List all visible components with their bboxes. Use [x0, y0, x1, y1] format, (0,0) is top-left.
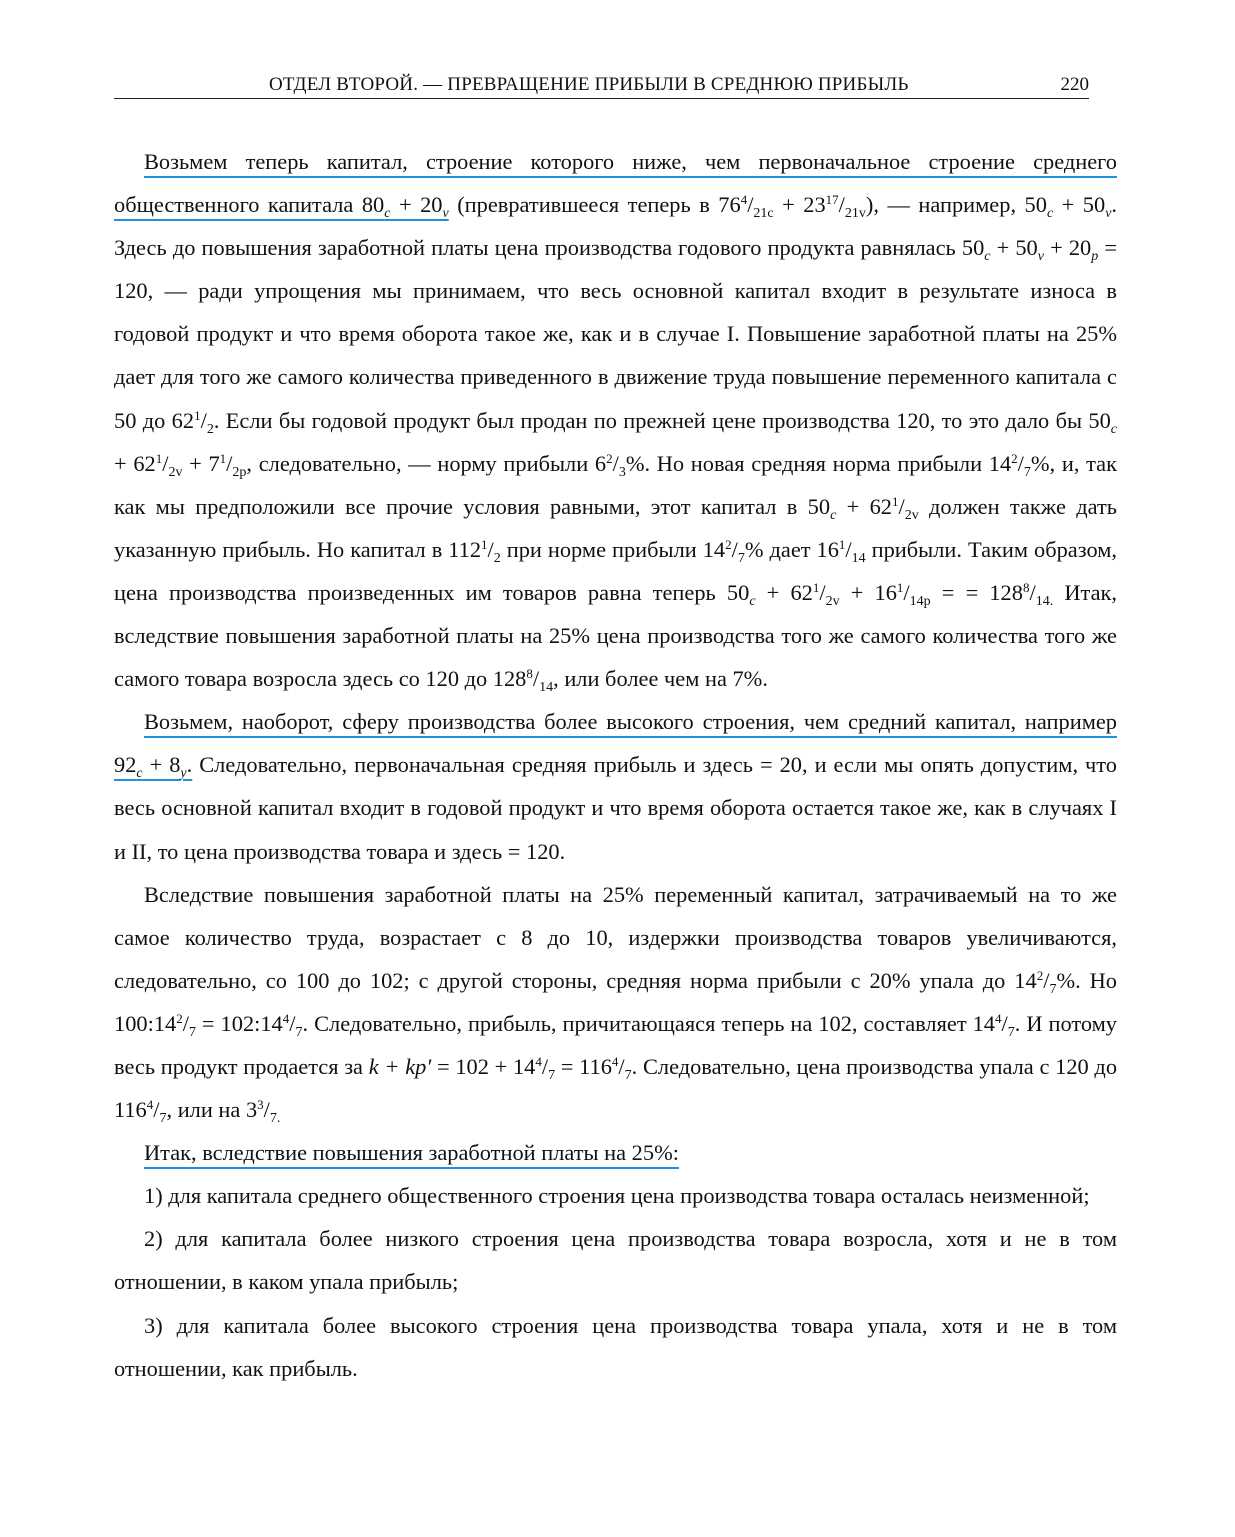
list-item-3: 3) для капитала более высокого строения цена производства товара упала, хотя и не в том отношении, как прибыль. [114, 1312, 1117, 1381]
page-number: 220 [1060, 74, 1089, 95]
paragraph-3: Вследствие повышения заработной платы на 25% переменный капитал, затрачиваемый на то же самое количество труда, возрастает с 8 до 10, издержки производства товаров увеличиваются, следовательно, со 100 до 102; с другой стороны, средняя норма прибыли с 20% упала до $14^2/_7\%$. Но $100:14^2/_7$ = $102:14^4/_7$. Следовательно, прибыль, причитающаяся теперь на 102, составляет $14^4/_7$. И потому весь продукт продается за $k + kp' = 102 + 14^4/_7 = 116^4/_7$. Следовательно, цена производства упала с 120 до $116^4/_7$, или на $3^3/_{7.}$ [114, 881, 1118, 1127]
formula-k-kp: k + kp′ [368, 1053, 432, 1079]
paragraph-2: Возьмем, наоборот, сферу производства более высокого строения, чем средний капитал, например $92_c + 8_y$. Следовательно, первоначальная средняя прибыль и здесь = 20, и если мы опять допустим, что весь основной капитал входит в годовой продукт и что время оборота остается такое же, как в случаях I и II, то цена производства товара и здесь = 120. [114, 709, 1117, 864]
paragraph-1: Возьмем теперь капитал, строение которого ниже, чем первоначальное строение среднего общественного капитала $80_c + 20_v$ (превратившееся теперь в $76^4/_{21c} + 23^{17}/_{21v}$), — например, $50_c + 50_v$. Здесь до повышения заработной платы цена производства годового продукта равнялась $50_c + 50_v + 20_p = 120$, — ради упрощения мы принимаем, что весь основной капитал входит в результате износа в годовой продукт и что время оборота такое же, как и в случае I. Повышение заработной платы на 25% дает для того же самого количества приведенного в движение труда повышение переменного капитала с 50 до $62^1/_2$. Если бы годовой продукт был продан по прежней цене производства 120, то это дало бы $50_c + 62^1/_{2v} + 7^1/_{2p}$, следовательно, — норму прибыли $6^2/_3\%$. Но новая средняя норма прибыли $14^2/_7\%$, и, так как мы предположили все прочие условия равными, этот капитал в $50_c + 62^1/_{2v}$ должен также дать указанную прибыль. Но капитал в $112^1/_2$ при норме прибыли $14^2/_7\%$ дает $16^1/_{14}$ прибыли. Таким образом, цена производства произведенных им товаров равна теперь $50_c + 62^1/_{2v} + 16^1/_{14p}$ = = $128^8/_{14.}$ Итак, вследствие повышения заработной платы на 25% цена производства того же самого количества того же самого товара возросла здесь со 120 до $128^8/_{14}$, или более чем на 7%. [114, 149, 1118, 696]
highlighted-passage-2: Возьмем, наоборот, сферу производства более высокого строения, чем средний капитал, например $92_c + 8_y$. [114, 709, 1117, 782]
list-item-1: 1) для капитала среднего общественного строения цена производства товара осталась неизменной; [144, 1183, 1090, 1209]
page-body [114, 140, 1117, 1390]
running-header [114, 72, 1089, 99]
running-header-title: ОТДЕЛ ВТОРОЙ. — ПРЕВРАЩЕНИЕ ПРИБЫЛИ В СРЕДНЮЮ ПРИБЫЛЬ [269, 74, 909, 95]
list-item-2: 2) для капитала более низкого строения цена производства товара возросла, хотя и не в том отношении, в каком упала прибыль; [114, 1226, 1117, 1295]
paragraph-4 [114, 1131, 1117, 1174]
highlighted-passage-3: Итак, вследствие повышения заработной платы на 25%: [144, 1140, 679, 1166]
highlighted-passage-1: Возьмем теперь капитал, строение которого ниже, чем первоначальное строение среднего общественного капитала $80_c + 20_v$ [114, 149, 1117, 222]
